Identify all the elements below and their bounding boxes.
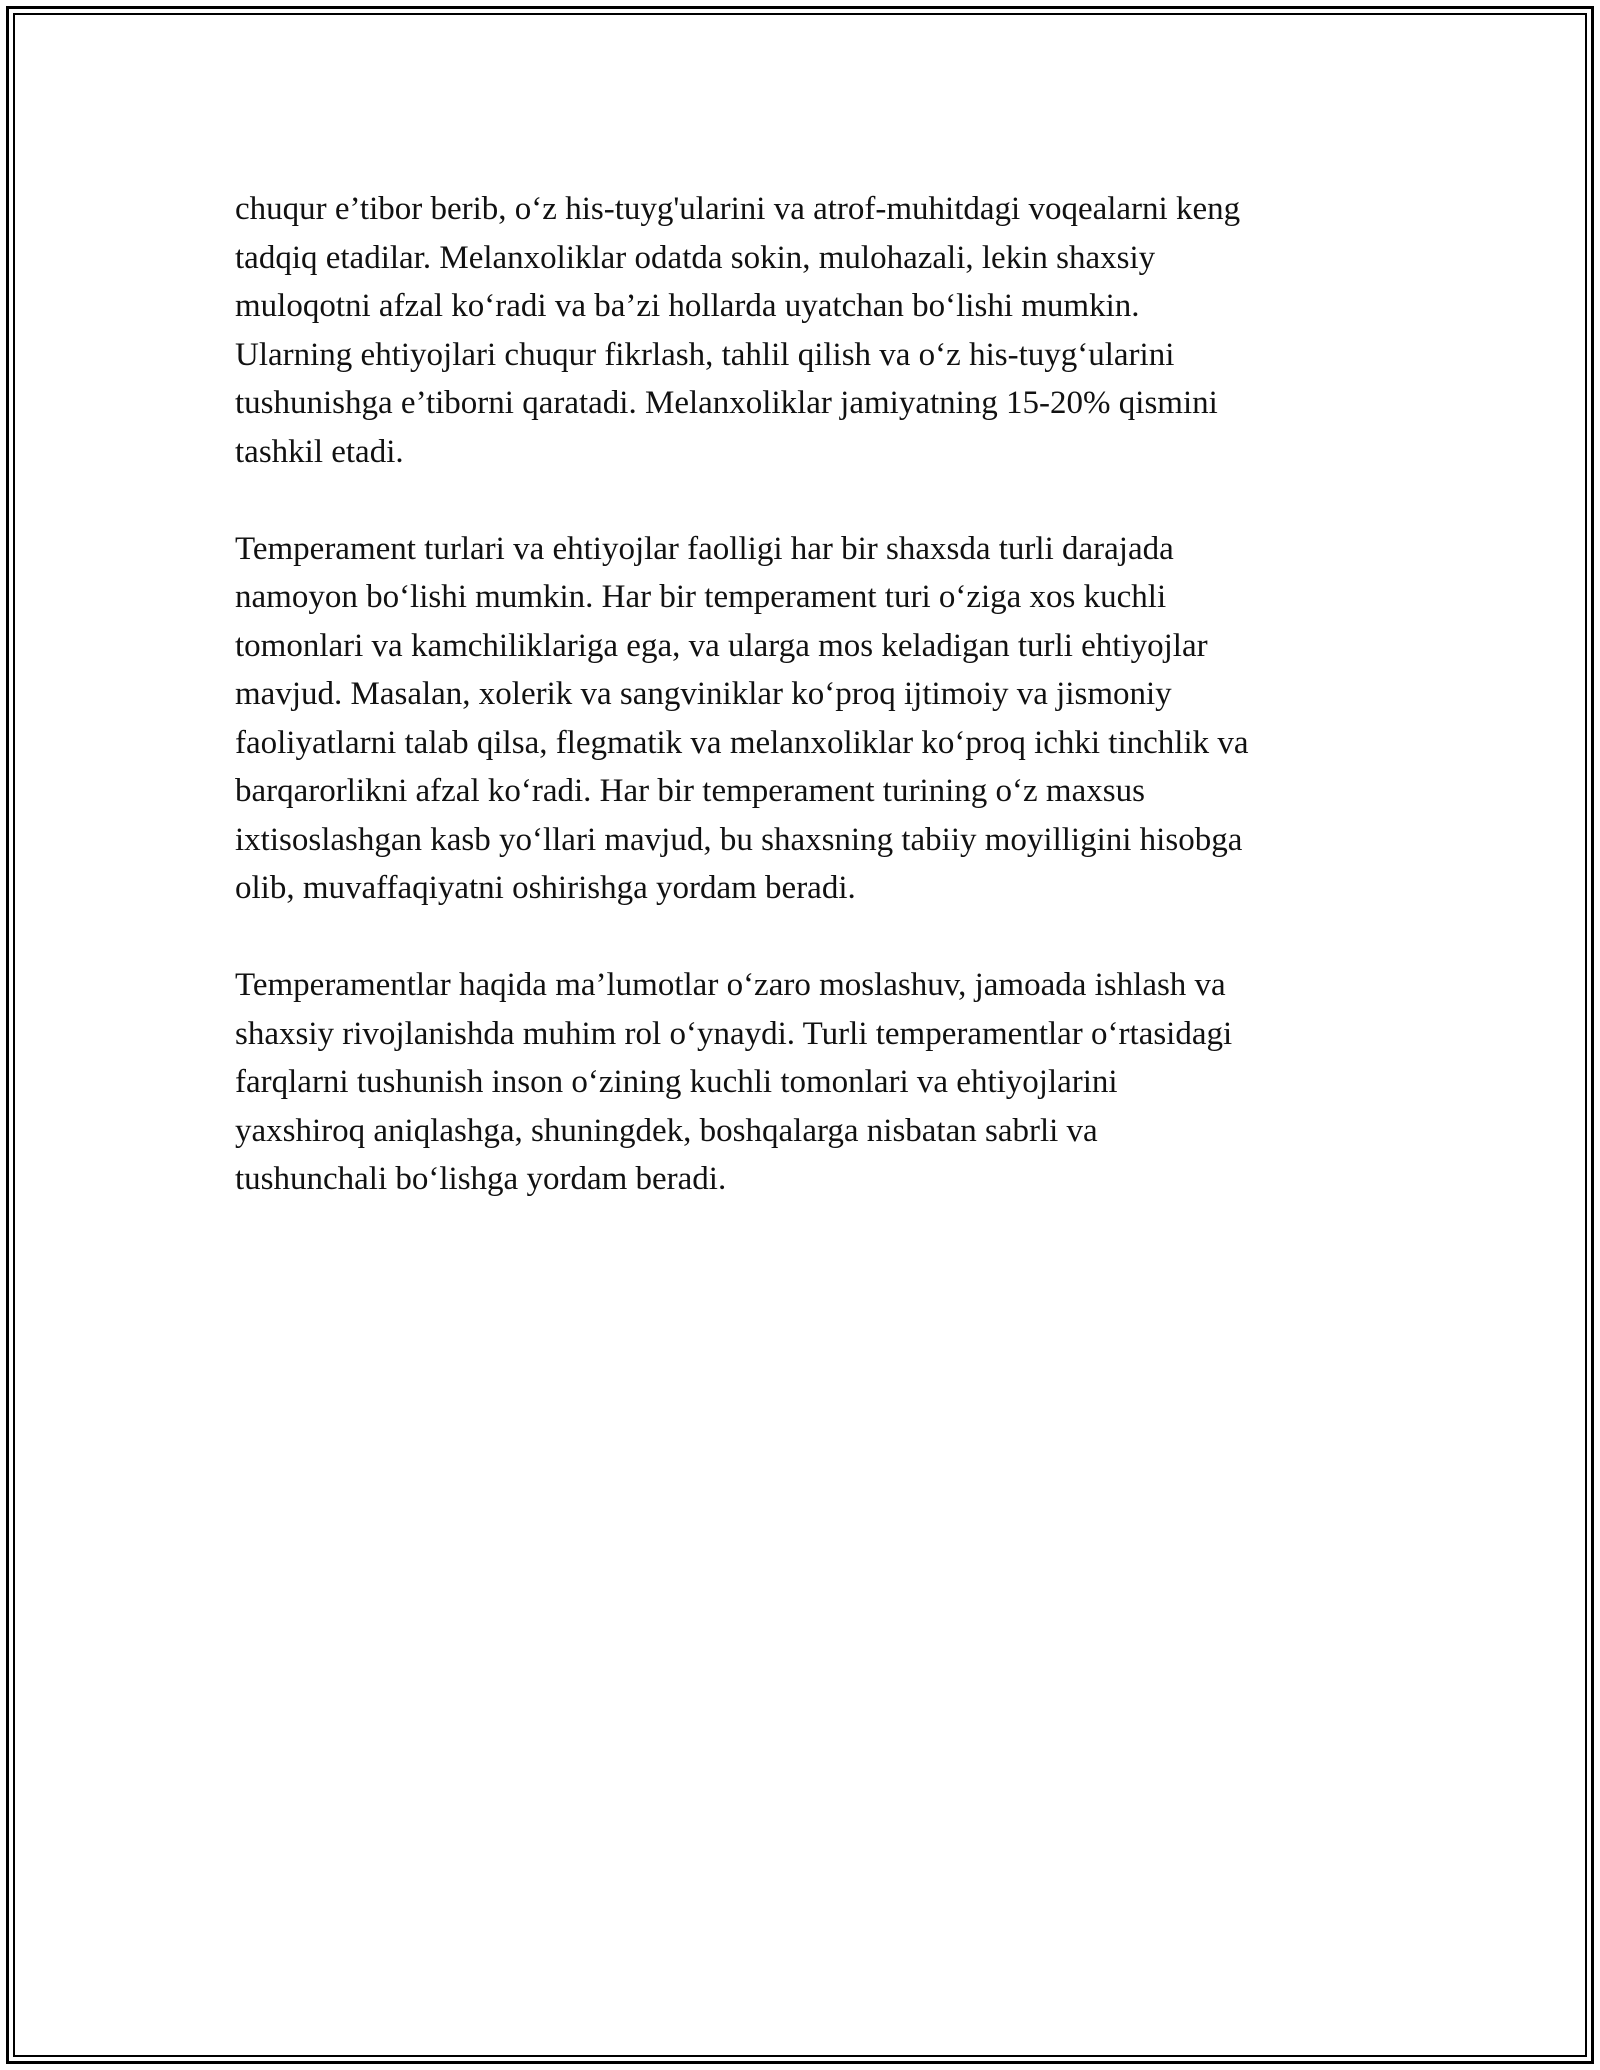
text-line: Temperament turlari va ehtiyojlar faolligi har bir shaxsda turli darajada	[235, 530, 1174, 567]
text-line: ixtisoslashgan kasb yo‘llari mavjud, bu shaxsning tabiiy moyilligini hisobga	[235, 821, 1243, 858]
text-line: Ularning ehtiyojlari chuqur fikrlash, tahlil qilish va o‘z his-tuyg‘ularini	[235, 336, 1175, 373]
text-line: tadqiq etadilar. Melanxoliklar odatda sokin, mulohazali, lekin shaxsiy	[235, 239, 1156, 276]
text-line: Temperamentlar haqida ma’lumotlar o‘zaro moslashuv, jamoada ishlash va	[235, 967, 1226, 1003]
text-line: namoyon bo‘lishi mumkin. Har bir temperament turi o‘ziga xos kuchli	[235, 579, 1167, 615]
text-line: mavjud. Masalan, xolerik va sangviniklar ko‘proq ijtimoiy va jismoniy	[235, 676, 1172, 712]
text-line: shaxsiy rivojlanishda muhim rol o‘ynaydi. Turli temperamentlar o‘rtasidagi	[235, 1015, 1233, 1052]
paragraph-melancholic	[235, 185, 1375, 476]
text-line: tushunishga e’tiborni qaratadi. Melanxoliklar jamiyatning 15-20% qismini	[235, 385, 1218, 421]
text-line: olib, muvaffaqiyatni oshirishga yordam beradi.	[235, 870, 856, 906]
text-line: yaxshiroq aniqlashga, shuningdek, boshqalarga nisbatan sabrli va	[235, 1112, 1098, 1149]
text-line: muloqotni afzal ko‘radi va ba’zi hollarda uyatchan bo‘lishi mumkin.	[235, 288, 1140, 324]
document-body	[235, 185, 1375, 1252]
text-line: tashkil etadi.	[235, 433, 404, 470]
text-line: faoliyatlarni talab qilsa, flegmatik va melanxoliklar ko‘proq ichki tinchlik va	[235, 724, 1249, 761]
text-line: farqlarni tushunish inson o‘zining kuchli tomonlari va ehtiyojlarini	[235, 1064, 1118, 1100]
text-line: barqarorlikni afzal ko‘radi. Har bir temperament turining o‘z maxsus	[235, 773, 1145, 809]
text-line: tomonlari va kamchiliklariga ega, va ularga mos keladigan turli ehtiyojlar	[235, 627, 1208, 664]
paragraph-temperament-types	[235, 525, 1375, 913]
text-line: tushunchali bo‘lishga yordam beradi.	[235, 1161, 727, 1197]
text-line: chuqur e’tibor berib, o‘z his-tuyg'ularini va atrof-muhitdagi voqealarni keng	[235, 191, 1241, 227]
paragraph-temperament-knowledge	[235, 961, 1375, 1204]
